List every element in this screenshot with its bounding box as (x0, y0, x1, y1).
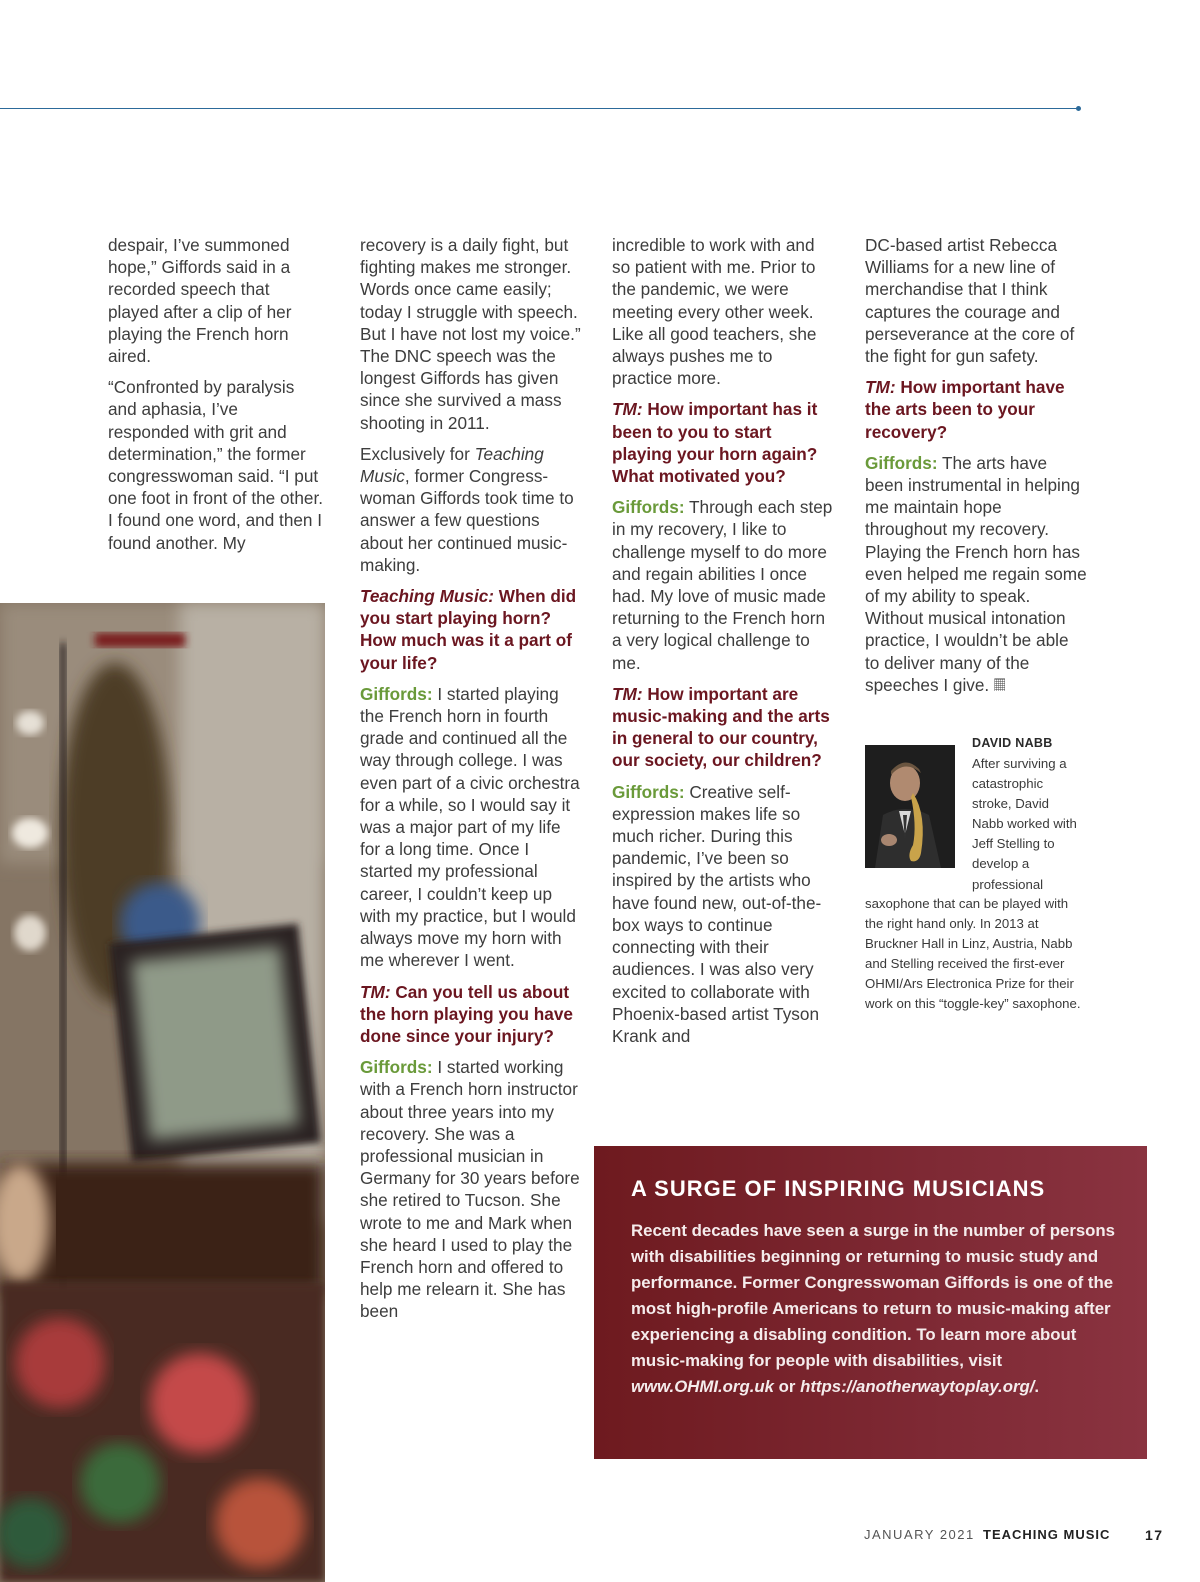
paragraph: Exclusively for Teaching Music, former Congress-woman Giffords took time to answer a few questions about her continued music-making. (360, 443, 574, 575)
bio-caption-continued: saxophone that can be played with the right hand only. In 2013 at Bruckner Hall in Linz, Austria, Nabb and Stelling received the first-ever OHMI/Ars Electronica Prize for their work on this “toggle-key” saxophone. (865, 896, 1081, 1012)
column-3 (612, 234, 834, 1056)
footer-magazine: TEACHING MUSIC (983, 1527, 1111, 1542)
saxophonist-illustration (865, 745, 955, 868)
column-4 (865, 234, 1087, 705)
paragraph: “Confronted by paralysis and aphasia, I’ve responded with grit and determination,” the former congresswoman said. “I put one foot in front of the other. I found one word, and then I found another. My (108, 377, 323, 553)
paragraph: DC-based artist Rebecca Williams for a new line of merchandise that I think captures the courage and perseverance at the core of the fight for gun safety. (865, 235, 1075, 367)
bio-name: DAVID NABB (972, 736, 1053, 750)
interview-question: Teaching Music: When did you start playing horn? How much was it a part of your life? (360, 586, 577, 673)
interview-question: TM: How important have the arts been to your recovery? (865, 377, 1065, 442)
paragraph: despair, I’ve summoned hope,” Giffords said in a recorded speech that played after a clip of her playing the French horn aired. (108, 235, 292, 367)
interview-answer: Giffords: Creative self-expression makes life so much richer. During this pandemic, I’ve been so inspired by the artists who have found new, out-of-the-box ways to continue connecting with their audiences. I was also very excited to collaborate with Phoenix-based artist Tyson Krank and (612, 781, 822, 1046)
column-1 (108, 234, 323, 563)
end-mark-icon: 𝄜 (994, 674, 1006, 695)
interview-question: TM: How important has it been to you to start playing your horn again? What motivated you? (612, 399, 818, 487)
david-nabb-photo (865, 745, 955, 868)
footer-date: JANUARY 2021 (864, 1527, 975, 1542)
interview-answer: Giffords: The arts have been instrumental in helping me maintain hope throughout my recovery. Playing the French horn has even helped me regain some of my ability to speak. Without musical intonation practice, I wouldn’t be able to deliver many of the speeches I give. 𝄜 (865, 452, 1087, 695)
giffords-home-photo (0, 603, 325, 1582)
top-rule-dot (1076, 106, 1081, 111)
paragraph: recovery is a daily fight, but fighting makes me stronger. Words once came easily; today I struggle with speech. But I have not lost my voice.” The DNC speech was the longest Giffords has given since she survived a mass shooting in 2011. (360, 235, 581, 433)
sidebar-title: A SURGE OF INSPIRING MUSICIANS (631, 1176, 1046, 1201)
sidebar-box (594, 1146, 1147, 1459)
sidebar-body: Recent decades have seen a surge in the number of persons with disabilities beginning or returning to music study and performance. Former Congresswoman Giffords is one of the most high-profile Americans to return to music-making after experiencing a disabling condition. To learn more about music-making for people with disabilities, visit www.OHMI.org.uk or https://anotherwaytoplay.org/. (631, 1221, 1116, 1396)
page-number: 17 (1145, 1527, 1164, 1543)
column-2 (360, 234, 582, 1332)
top-rule (0, 108, 1080, 109)
interview-answer: Giffords: Through each step in my recovery, I like to challenge myself to do more and regain abilities I once had. My love of music made returning to the French horn a very logical challenge to me. (612, 497, 833, 673)
ohmi-link[interactable]: www.OHMI.org.uk (631, 1377, 774, 1396)
interview-question: TM: Can you tell us about the horn playing you have done since your injury? (360, 981, 573, 1046)
photo-illustration (0, 603, 325, 1582)
anotherwaytoplay-link[interactable]: https://anotherwaytoplay.org/ (800, 1377, 1035, 1396)
interview-question: TM: How important are music-making and the arts in general to our country, our society, our children? (612, 683, 830, 771)
interview-answer: Giffords: I started playing the French horn in fourth grade and continued all the way through college. I was even part of a civic orchestra for a while, so I would say it was a major part of my life for a long time. Once I started my professional career, I couldn’t keep up with my practice, but I would always move my horn with me wherever I went. (360, 683, 580, 971)
bio-caption: After surviving a catastrophic stroke, David Nabb worked with Jeff Stelling to develop a professional (972, 756, 1077, 892)
interview-answer: Giffords: I started working with a French horn instructor about three years into my recovery. She was a professional musician in Germany for 30 years before she retired to Tucson. She wrote to me and Mark when she heard I used to play the French horn and offered to help me relearn it. She has been (360, 1057, 580, 1322)
paragraph: incredible to work with and so patient with me. Prior to the pandemic, we were meeting every other week. Like all good teachers, she always pushes me to practice more. (612, 235, 817, 389)
